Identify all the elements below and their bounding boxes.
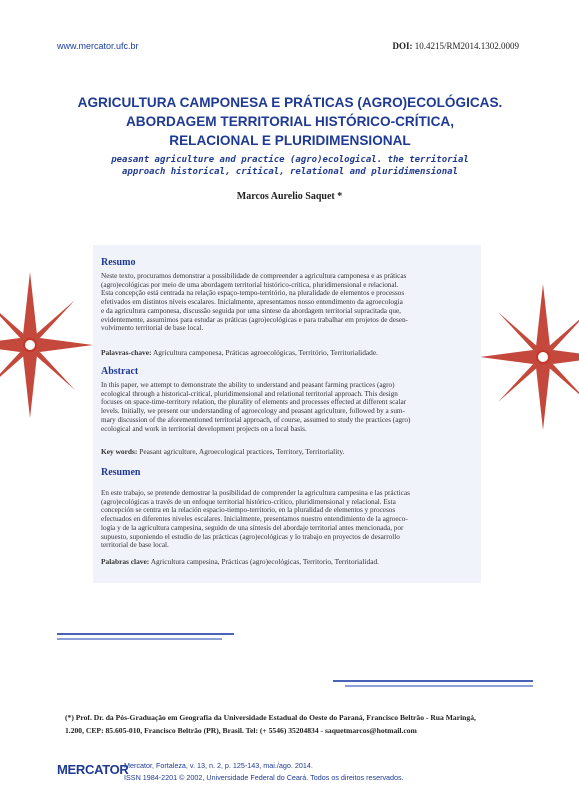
- abstract-keywords: [101, 447, 473, 456]
- author-name: Marcos Aurelio Saquet *: [236, 191, 343, 202]
- text-line: En este trabajo, se pretende demostrar la posibilidad de comprender la agricultura campesina e las prácticas: [101, 489, 410, 497]
- keywords-label: Palavras-chave:: [101, 348, 152, 357]
- decorative-rule: [57, 633, 234, 635]
- affiliation-line: [65, 711, 545, 724]
- decorative-rule: [345, 685, 533, 687]
- journal-citation: [124, 760, 404, 784]
- text-line: levels. Initially, we present our understanding of agroecology and peasant agriculture, followed by a sum-: [101, 407, 405, 416]
- text-line: concepción se centra en la relación espacio-tiempo-territorio, en la pluralidad de elementos y procesos: [101, 506, 396, 515]
- resumo-keywords: [101, 348, 473, 357]
- subtitle-line: peasant agriculture and practice (agro)ecological. the territorial: [111, 155, 469, 165]
- title-line: AGRICULTURA CAMPONESA E PRÁTICAS (AGRO)ECOLÓGICAS.: [77, 95, 503, 110]
- resumen-keywords: [101, 557, 473, 566]
- text-line: ecological and work in territorial development projects on a local basis.: [101, 424, 307, 433]
- journal-line: Mercator, Fortaleza, v. 13, n. 2, p. 125-143, mai./ago. 2014.: [124, 761, 313, 770]
- compass-star-left-icon: [0, 270, 95, 420]
- abstract-text: [101, 381, 473, 433]
- text-line: efectuados en diferentes niveles escalares. Inicialmente, presentamos nuestro entendimiento de la agroeco-: [101, 515, 408, 524]
- resumen-text: [101, 489, 473, 550]
- title-line: ABORDAGEM TERRITORIAL HISTÓRICO-CRÍTICA,: [125, 114, 454, 129]
- resumo-heading: Resumo: [101, 257, 136, 268]
- abstract-heading: Abstract: [101, 366, 139, 377]
- text-line: e da agricultura camponesa, discussão seguida por uma síntese da abordagem territorial supracitada que,: [101, 306, 401, 315]
- affiliation-line: [65, 724, 545, 737]
- doi: [392, 41, 519, 51]
- article-title: [40, 93, 540, 150]
- text-line: Esta concepção está centrada na relação espaço-tempo-território, na pluralidade de elementos e processos: [101, 289, 405, 298]
- keywords-value: Agricultura camponesa, Práticas agroecológicas, Território, Territorialidade.: [152, 348, 378, 357]
- resumen-heading: Resumen: [101, 467, 141, 478]
- text-line: (agro)ecológicas por meio de uma abordagem territorial histórico-crítica, pluridimensional e relacional.: [101, 280, 399, 289]
- title-line: RELACIONAL E PLURIDIMENSIONAL: [169, 133, 411, 148]
- keywords-value: Agricultura campesina, Prácticas (agro)ecológicas, Territorio, Territorialidad.: [150, 557, 380, 566]
- compass-star-right-icon: [478, 282, 579, 432]
- issn-line: ISSN 1984-2201 © 2002, Universidade Federal do Ceará. Todos os direitos reservados.: [124, 773, 404, 782]
- doi-label: DOI:: [392, 41, 413, 51]
- decorative-rule: [57, 638, 222, 640]
- mercator-logo: MERCATOR: [57, 762, 129, 777]
- doi-value: 10.4215/RM2014.1302.0009: [414, 41, 519, 51]
- text-line: logía y de la agricultura campesina, seguido de una síntesis del abordaje territorial antes mencionada, por: [101, 523, 404, 532]
- keywords-label: Palabras clave:: [101, 557, 150, 566]
- text-line: mary discussion of the aforementioned territorial approach, of course, assumed to study the practices (agro): [101, 415, 411, 424]
- journal-url[interactable]: www.mercator.ufc.br: [57, 41, 139, 51]
- text-line: supuesto, suponiendo el estudio de las prácticas (agro)ecológicas y lo trabajo en proyectos de desarrollo: [101, 532, 400, 541]
- article-subtitle: [70, 154, 510, 178]
- text-line: territorial de base local.: [101, 541, 169, 550]
- keywords-label: Key words:: [101, 447, 138, 456]
- text-line: In this paper, we attempt to demonstrate the ability to understand and peasant farming practices (agro): [101, 381, 395, 389]
- text-line: volvimento territorial de base local.: [101, 324, 204, 333]
- text-line: efetivados em distintos níveis escalares. Inicialmente, apresentamos nosso entendimento da agroecologia: [101, 298, 403, 307]
- footnote-marker: (*): [65, 713, 74, 722]
- text-line: ecological through a historical-critical, pluridimensional and relational territorial approach. This design: [101, 389, 398, 398]
- decorative-rule: [333, 680, 533, 682]
- author-affiliation: [65, 711, 545, 737]
- keywords-value: Peasant agriculture, Agroecological practices, Territory, Territoriality.: [139, 447, 345, 456]
- resumo-text: [101, 272, 473, 333]
- text-line: focuses on space-time-territory relation, the plurality of elements and processes effected at different scalar: [101, 398, 407, 407]
- affiliation-text: Prof. Dr. da Pós-Graduação em Geografia da Universidade Estadual do Oeste do Paraná, Francisco Beltrão - Rua Maringá,: [75, 713, 476, 722]
- subtitle-line: approach historical, critical, relational and pluridimensional: [122, 167, 458, 177]
- affiliation-contact: 1.200, CEP: 85.605-010, Francisco Beltrão (PR), Brasil. Tel: (+ 5546) 35204834 - saquetmarcos@hotmail.com: [65, 726, 417, 735]
- text-line: evidentemente, assumimos para estudar as práticas (agro)ecológicas e para trabalhar em projetos de desen-: [101, 315, 408, 324]
- text-line: (agro)ecológicas a través de un enfoque territorial histórico-crítico, pluridimensional y relacional. Esta: [101, 497, 396, 506]
- text-line: Neste texto, procuramos demonstrar a possibilidade de compreender a agricultura camponesa e as práticas: [101, 272, 407, 280]
